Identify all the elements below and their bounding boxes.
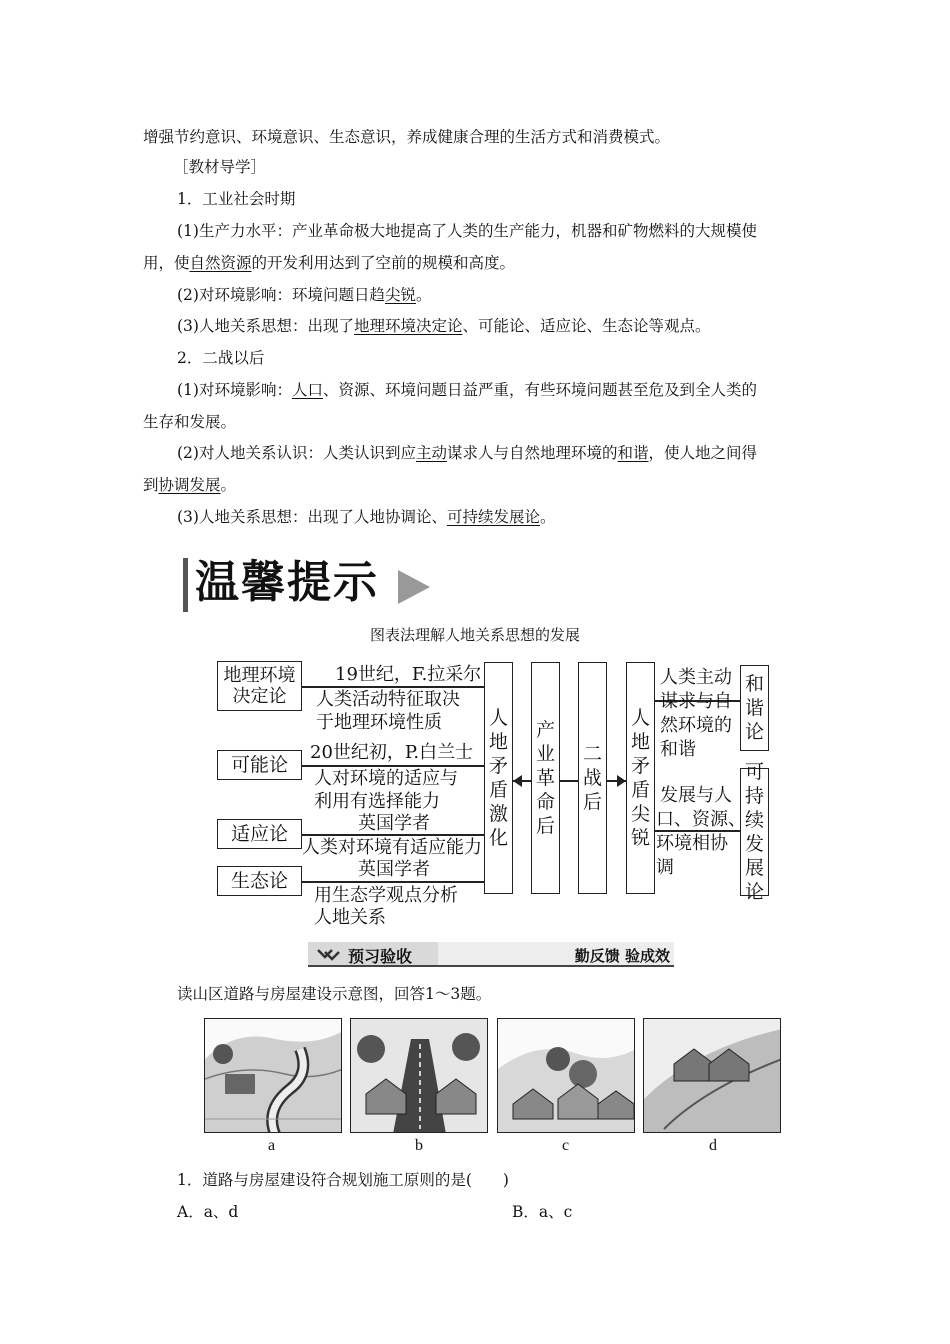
vertical-char: 矛 bbox=[488, 755, 508, 777]
arrow-line bbox=[560, 780, 578, 782]
section-banner bbox=[308, 942, 674, 967]
vertical-char: 后 bbox=[582, 791, 602, 813]
vertical-char: 锐 bbox=[630, 827, 650, 849]
sec2-heading: 2．二战以后 bbox=[177, 349, 265, 367]
box-ecology: 生态论 bbox=[217, 866, 302, 896]
diagram-text: 英国学者 bbox=[358, 813, 430, 834]
vertical-char: 人 bbox=[488, 707, 508, 729]
sec2-p3: (3)人地关系思想：出现了人地协调论、可持续发展论。 bbox=[177, 508, 556, 526]
vertical-char: 命 bbox=[535, 791, 555, 813]
vertical-char: 论 bbox=[744, 721, 764, 743]
diagram-text: 人地关系 bbox=[314, 907, 386, 928]
vertical-char: 盾 bbox=[488, 779, 508, 801]
road-village-illustration bbox=[205, 1019, 342, 1133]
vertical-char: 激 bbox=[488, 803, 508, 825]
vertical-char: 产 bbox=[535, 719, 555, 741]
picture-b bbox=[350, 1018, 488, 1133]
vertical-char: 谐 bbox=[744, 697, 764, 719]
diagram-text: 然环境的 bbox=[660, 715, 732, 736]
arrow-left-icon bbox=[513, 775, 522, 787]
sec1-heading: 1．工业社会时期 bbox=[177, 190, 296, 208]
banner-label: 预习验收 bbox=[348, 947, 413, 966]
tip-title: 温馨提示 bbox=[195, 557, 379, 608]
vertical-char: 革 bbox=[535, 767, 555, 789]
underlined-term: 尖锐 bbox=[384, 286, 416, 304]
box-determinism: 地理环境决定论 bbox=[217, 661, 302, 711]
diagram-text: 发展与人 bbox=[660, 785, 732, 806]
diagram-text: 口、资源、 bbox=[656, 809, 746, 830]
vertical-char: 人 bbox=[630, 707, 650, 729]
picture-label: d bbox=[709, 1137, 717, 1154]
vbox-harmony-theory bbox=[740, 665, 769, 751]
vbox-sustainable-development-theory bbox=[740, 761, 769, 903]
question-1-stem: 1．道路与房屋建设符合规划施工原则的是( ) bbox=[177, 1171, 509, 1189]
diagram-text: 人对环境的适应与 bbox=[314, 768, 458, 789]
diagram-title: 图表法理解人地关系思想的发展 bbox=[369, 626, 580, 644]
vertical-char: 可 bbox=[744, 761, 764, 783]
vbox-conflict-sharpened bbox=[626, 662, 655, 894]
underlined-term: 地理环境决定论 bbox=[353, 317, 463, 335]
picture-d bbox=[643, 1018, 781, 1133]
diagram-text: 利用有选择能力 bbox=[314, 791, 440, 812]
vertical-char: 矛 bbox=[630, 755, 650, 777]
box-possibilism: 可能论 bbox=[217, 750, 302, 780]
picture-label: a bbox=[268, 1137, 276, 1154]
sec1-p1-line1: (1)生产力水平：产业革命极大地提高了人类的生产能力，机器和矿物燃料的大规模使 bbox=[177, 222, 757, 240]
village-trees-illustration bbox=[498, 1019, 635, 1133]
underlined-term: 可持续发展论 bbox=[446, 508, 540, 526]
diagram-text: 谋求与自 bbox=[660, 691, 732, 712]
picture-a bbox=[204, 1018, 342, 1133]
vertical-char: 化 bbox=[488, 827, 508, 849]
diagram-text: 和谐 bbox=[660, 739, 696, 760]
diagram-text: 调 bbox=[656, 857, 674, 878]
vbox-after-industrial-revolution bbox=[531, 662, 560, 894]
tip-bar bbox=[183, 558, 188, 612]
chevron-double-icon bbox=[316, 946, 342, 964]
vertical-char: 盾 bbox=[630, 779, 650, 801]
vertical-char: 论 bbox=[744, 881, 764, 903]
underlined-term: 主动 bbox=[415, 444, 447, 462]
sec2-p2-line2: 到协调发展。 bbox=[143, 476, 237, 494]
diagram-text: 19世纪，F.拉采尔 bbox=[335, 664, 482, 685]
sec2-p2-line1: (2)对人地关系认识：人类认识到应主动谋求人与自然地理环境的和谐，使人地之间得 bbox=[177, 444, 758, 462]
vertical-char: 地 bbox=[488, 731, 508, 753]
sec1-p3: (3)人地关系思想：出现了地理环境决定论、可能论、适应论、生态论等观点。 bbox=[177, 317, 711, 335]
question-1-option-b[interactable]: B．a、c bbox=[512, 1203, 573, 1221]
diagram-text: 人类主动 bbox=[660, 667, 732, 688]
sec1-p1-line2: 用，使自然资源的开发利用达到了空前的规模和高度。 bbox=[143, 254, 516, 272]
question-intro: 读山区道路与房屋建设示意图，回答1～3题。 bbox=[177, 985, 492, 1003]
vertical-char: 后 bbox=[535, 815, 555, 837]
picture-label: b bbox=[415, 1137, 423, 1154]
sec1-p2: (2)对环境影响：环境问题日趋尖锐。 bbox=[177, 286, 432, 304]
diagram-text: 环境相协 bbox=[656, 833, 728, 854]
vertical-char: 尖 bbox=[630, 803, 650, 825]
diagram-text: 人类活动特征取决 bbox=[316, 689, 460, 710]
vertical-char: 发 bbox=[744, 833, 764, 855]
picture-c bbox=[497, 1018, 635, 1133]
vbox-after-ww2 bbox=[578, 662, 607, 894]
question-1-option-a[interactable]: A．a、d bbox=[177, 1203, 239, 1221]
diagram-text: 人类对环境有适应能力 bbox=[302, 837, 482, 858]
arrow-right-icon bbox=[617, 775, 626, 787]
connector-line bbox=[302, 881, 484, 883]
vertical-char: 持 bbox=[744, 785, 764, 807]
slope-houses-illustration bbox=[644, 1019, 781, 1133]
vertical-char: 续 bbox=[744, 809, 764, 831]
box-adaptation: 适应论 bbox=[217, 819, 302, 849]
vbox-conflict-intensified bbox=[484, 662, 513, 894]
underlined-term: 自然资源 bbox=[189, 254, 252, 272]
vertical-char: 业 bbox=[535, 743, 555, 765]
picture-label: c bbox=[562, 1137, 570, 1154]
play-arrow-icon bbox=[398, 570, 430, 604]
banner-slogan: 勤反馈 验成效 bbox=[574, 947, 670, 965]
underlined-term: 协调发展 bbox=[158, 476, 221, 494]
diagram-text: 用生态学观点分析 bbox=[314, 885, 458, 906]
vertical-char: 地 bbox=[630, 731, 650, 753]
vertical-char: 和 bbox=[744, 673, 764, 695]
section-label: ［教材导学］ bbox=[173, 158, 267, 176]
vertical-char: 二 bbox=[582, 743, 602, 765]
sec2-p1-line1: (1)对环境影响：人口、资源、环境问题日益严重，有些环境问题甚至危及到全人类的 bbox=[177, 381, 757, 399]
vertical-char: 展 bbox=[744, 857, 764, 879]
vertical-char: 战 bbox=[582, 767, 602, 789]
diagram-text: 英国学者 bbox=[358, 859, 430, 880]
diagram-text: 20世纪初，P.白兰士 bbox=[310, 742, 474, 763]
straight-road-illustration bbox=[351, 1019, 488, 1133]
diagram-text: 于地理环境性质 bbox=[316, 712, 442, 733]
intro-line: 增强节约意识、环境意识、生态意识，养成健康合理的生活方式和消费模式。 bbox=[143, 128, 671, 146]
underlined-term: 和谐 bbox=[617, 444, 649, 462]
underlined-term: 人口 bbox=[291, 381, 323, 399]
sec2-p1-line2: 生存和发展。 bbox=[143, 413, 237, 431]
